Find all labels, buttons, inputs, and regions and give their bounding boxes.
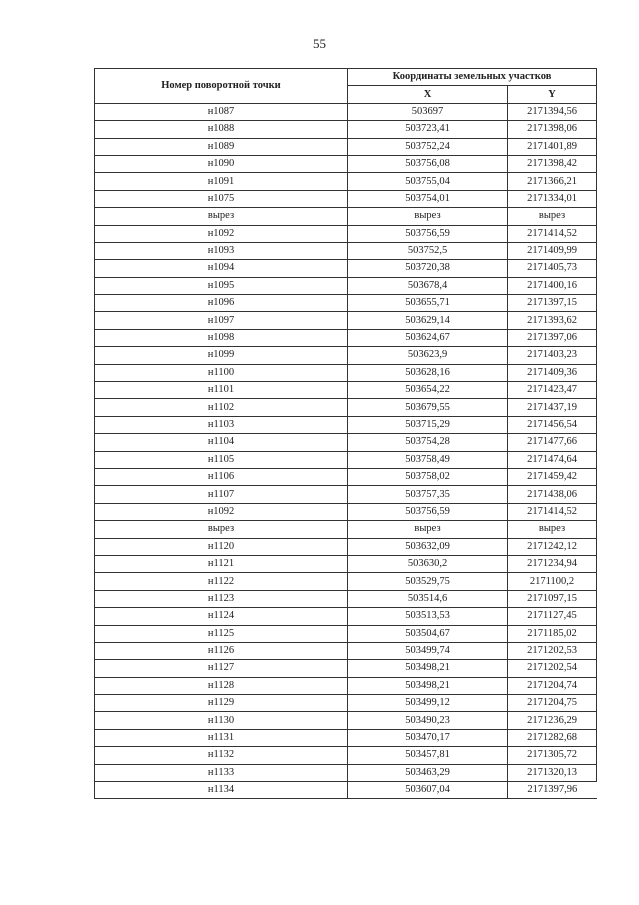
table-row	[95, 173, 597, 190]
table-row	[95, 486, 597, 503]
point-cell: н1095	[95, 277, 348, 294]
point-cell: н1107	[95, 486, 348, 503]
x-cell: 503463,29	[348, 764, 508, 781]
y-cell: 2171185,02	[508, 625, 597, 642]
table-body	[95, 103, 597, 799]
table-row	[95, 538, 597, 555]
header-point-number: Номер поворотной точки	[95, 69, 348, 104]
x-cell: 503756,08	[348, 155, 508, 172]
table-row	[95, 712, 597, 729]
header-coordinates: Координаты земельных участков	[348, 69, 597, 86]
point-cell: н1125	[95, 625, 348, 642]
table-row	[95, 416, 597, 433]
y-cell: 2171334,01	[508, 190, 597, 207]
x-cell: 503654,22	[348, 382, 508, 399]
point-cell: н1103	[95, 416, 348, 433]
table-row	[95, 121, 597, 138]
x-cell: 503752,24	[348, 138, 508, 155]
y-cell: 2171400,16	[508, 277, 597, 294]
point-cell: н1075	[95, 190, 348, 207]
y-cell: 2171366,21	[508, 173, 597, 190]
x-cell: 503607,04	[348, 782, 508, 799]
table-row	[95, 468, 597, 485]
y-cell: 2171459,42	[508, 468, 597, 485]
table-row	[95, 399, 597, 416]
table-row	[95, 138, 597, 155]
x-cell: 503679,55	[348, 399, 508, 416]
point-cell: вырез	[95, 208, 348, 225]
y-cell: вырез	[508, 521, 597, 538]
point-cell: н1128	[95, 677, 348, 694]
point-cell: н1093	[95, 242, 348, 259]
point-cell: н1120	[95, 538, 348, 555]
table-row	[95, 642, 597, 659]
y-cell: 2171398,42	[508, 155, 597, 172]
point-cell: н1091	[95, 173, 348, 190]
y-cell: 2171474,64	[508, 451, 597, 468]
y-cell: 2171242,12	[508, 538, 597, 555]
table-row	[95, 555, 597, 572]
x-cell: 503624,67	[348, 329, 508, 346]
x-cell: 503758,02	[348, 468, 508, 485]
x-cell: 503499,12	[348, 695, 508, 712]
point-cell: н1104	[95, 434, 348, 451]
x-cell: 503629,14	[348, 312, 508, 329]
x-cell: 503623,9	[348, 347, 508, 364]
point-cell: н1090	[95, 155, 348, 172]
table-row	[95, 521, 597, 538]
table-row	[95, 155, 597, 172]
point-cell: н1102	[95, 399, 348, 416]
y-cell: вырез	[508, 208, 597, 225]
x-cell: 503678,4	[348, 277, 508, 294]
x-cell: 503499,74	[348, 642, 508, 659]
header-x: X	[348, 86, 508, 103]
point-cell: н1105	[95, 451, 348, 468]
x-cell: 503758,49	[348, 451, 508, 468]
y-cell: 2171397,96	[508, 782, 597, 799]
y-cell: 2171320,13	[508, 764, 597, 781]
x-cell: 503632,09	[348, 538, 508, 555]
point-cell: н1123	[95, 590, 348, 607]
y-cell: 2171236,29	[508, 712, 597, 729]
table-row	[95, 347, 597, 364]
point-cell: н1089	[95, 138, 348, 155]
header-y: Y	[508, 86, 597, 103]
table-row	[95, 242, 597, 259]
table-row	[95, 729, 597, 746]
table-row	[95, 590, 597, 607]
table-row	[95, 295, 597, 312]
x-cell: 503755,04	[348, 173, 508, 190]
x-cell: 503756,59	[348, 225, 508, 242]
point-cell: н1100	[95, 364, 348, 381]
point-cell: н1134	[95, 782, 348, 799]
y-cell: 2171401,89	[508, 138, 597, 155]
x-cell: 503490,23	[348, 712, 508, 729]
x-cell: 503655,71	[348, 295, 508, 312]
table-row	[95, 503, 597, 520]
y-cell: 2171403,23	[508, 347, 597, 364]
point-cell: н1094	[95, 260, 348, 277]
table-row	[95, 225, 597, 242]
x-cell: 503723,41	[348, 121, 508, 138]
point-cell: н1098	[95, 329, 348, 346]
x-cell: 503754,01	[348, 190, 508, 207]
x-cell: 503498,21	[348, 660, 508, 677]
point-cell: н1132	[95, 747, 348, 764]
x-cell: вырез	[348, 521, 508, 538]
coordinates-table	[94, 68, 597, 799]
table-row	[95, 764, 597, 781]
y-cell: 2171397,06	[508, 329, 597, 346]
y-cell: 2171204,74	[508, 677, 597, 694]
y-cell: 2171397,15	[508, 295, 597, 312]
y-cell: 2171202,54	[508, 660, 597, 677]
table-row	[95, 329, 597, 346]
y-cell: 2171305,72	[508, 747, 597, 764]
point-cell: н1122	[95, 573, 348, 590]
y-cell: 2171437,19	[508, 399, 597, 416]
y-cell: 2171282,68	[508, 729, 597, 746]
table-row	[95, 782, 597, 799]
x-cell: 503628,16	[348, 364, 508, 381]
table-row	[95, 608, 597, 625]
point-cell: н1101	[95, 382, 348, 399]
x-cell: 503752,5	[348, 242, 508, 259]
x-cell: 503514,6	[348, 590, 508, 607]
y-cell: 2171414,52	[508, 503, 597, 520]
y-cell: 2171409,36	[508, 364, 597, 381]
table-row	[95, 364, 597, 381]
y-cell: 2171423,47	[508, 382, 597, 399]
x-cell: 503513,53	[348, 608, 508, 625]
table-row	[95, 625, 597, 642]
y-cell: 2171409,99	[508, 242, 597, 259]
y-cell: 2171202,53	[508, 642, 597, 659]
point-cell: н1121	[95, 555, 348, 572]
table-row	[95, 103, 597, 120]
x-cell: 503504,67	[348, 625, 508, 642]
point-cell: н1096	[95, 295, 348, 312]
x-cell: 503697	[348, 103, 508, 120]
table-row	[95, 312, 597, 329]
point-cell: н1088	[95, 121, 348, 138]
x-cell: 503470,17	[348, 729, 508, 746]
point-cell: вырез	[95, 521, 348, 538]
point-cell: н1092	[95, 503, 348, 520]
table-row	[95, 260, 597, 277]
x-cell: 503715,29	[348, 416, 508, 433]
point-cell: н1130	[95, 712, 348, 729]
table-row	[95, 573, 597, 590]
x-cell: 503756,59	[348, 503, 508, 520]
table-row	[95, 434, 597, 451]
y-cell: 2171127,45	[508, 608, 597, 625]
table-row	[95, 747, 597, 764]
point-cell: н1124	[95, 608, 348, 625]
table-row	[95, 208, 597, 225]
y-cell: 2171394,56	[508, 103, 597, 120]
point-cell: н1126	[95, 642, 348, 659]
x-cell: 503529,75	[348, 573, 508, 590]
x-cell: 503720,38	[348, 260, 508, 277]
table-row	[95, 382, 597, 399]
x-cell: 503498,21	[348, 677, 508, 694]
point-cell: н1129	[95, 695, 348, 712]
y-cell: 2171234,94	[508, 555, 597, 572]
page-number: 55	[313, 36, 326, 51]
point-cell: н1106	[95, 468, 348, 485]
table-row	[95, 695, 597, 712]
y-cell: 2171398,06	[508, 121, 597, 138]
y-cell: 2171100,2	[508, 573, 597, 590]
table-row	[95, 277, 597, 294]
y-cell: 2171097,15	[508, 590, 597, 607]
y-cell: 2171204,75	[508, 695, 597, 712]
x-cell: 503457,81	[348, 747, 508, 764]
table-row	[95, 677, 597, 694]
point-cell: н1097	[95, 312, 348, 329]
table-row	[95, 190, 597, 207]
point-cell: н1087	[95, 103, 348, 120]
point-cell: н1131	[95, 729, 348, 746]
table-row	[95, 660, 597, 677]
y-cell: 2171477,66	[508, 434, 597, 451]
point-cell: н1133	[95, 764, 348, 781]
y-cell: 2171456,54	[508, 416, 597, 433]
point-cell: н1099	[95, 347, 348, 364]
y-cell: 2171438,06	[508, 486, 597, 503]
y-cell: 2171405,73	[508, 260, 597, 277]
x-cell: вырез	[348, 208, 508, 225]
y-cell: 2171393,62	[508, 312, 597, 329]
table-row	[95, 451, 597, 468]
point-cell: н1092	[95, 225, 348, 242]
point-cell: н1127	[95, 660, 348, 677]
x-cell: 503630,2	[348, 555, 508, 572]
x-cell: 503754,28	[348, 434, 508, 451]
x-cell: 503757,35	[348, 486, 508, 503]
y-cell: 2171414,52	[508, 225, 597, 242]
